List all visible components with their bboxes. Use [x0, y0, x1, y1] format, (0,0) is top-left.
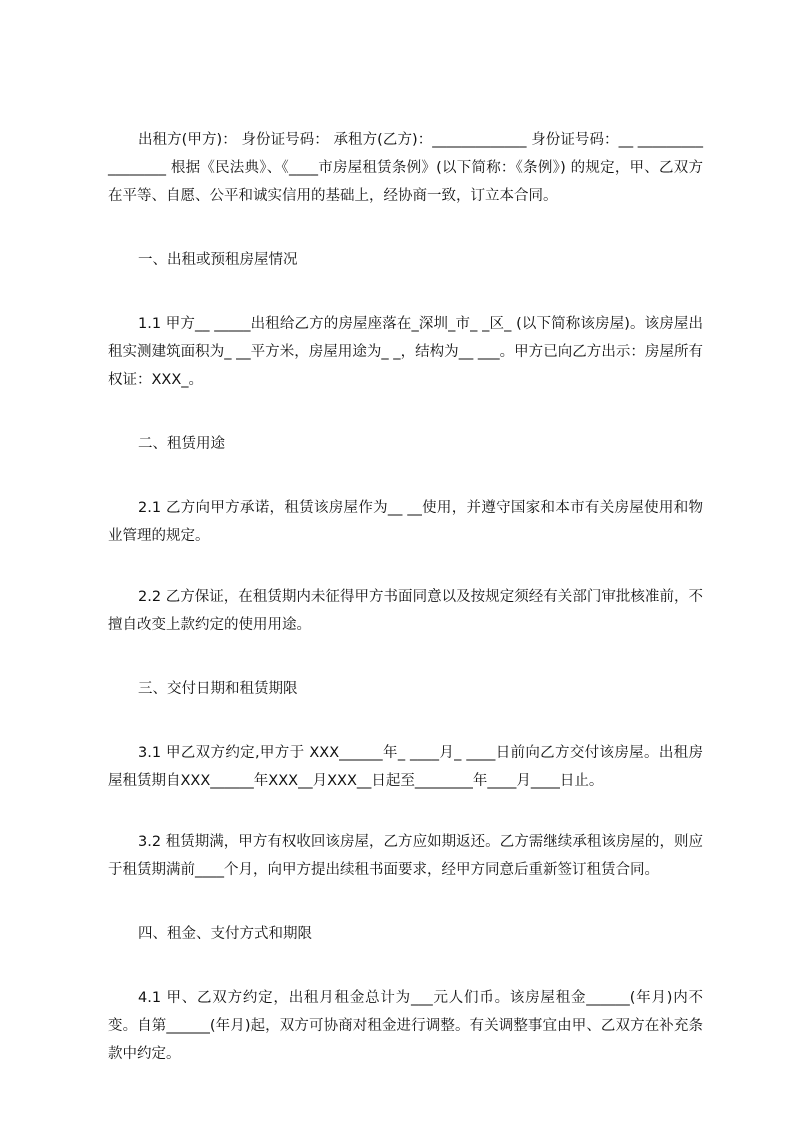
intro-paragraph: 出租方(甲方)： 身份证号码： 承租方(乙方)：_____________ 身份证号码：__ _________________ 根据《民法典》、《____市房屋租赁条例》(以下简称：《条例》) 的规定，甲、乙双方在平等、自愿、公平和诚实信用的基础上，经协商一致，订立本合同。 — [108, 132, 703, 204]
clause-1-1: 1.1 甲方__ _____出租给乙方的房屋座落在_深圳_市_ _区_ (以下简称该房屋)。该房屋出租实测建筑面积为_ __平方米，房屋用途为_ _，结构为__ ___。甲方已向乙方出示：房屋所有权证：XXX_。 — [108, 316, 703, 388]
spacer — [108, 274, 703, 310]
spacer — [108, 210, 703, 246]
section-heading-3: 三、交付日期和租赁期限 — [138, 681, 298, 697]
spacer — [108, 394, 703, 430]
section-heading-1: 一、出租或预租房屋情况 — [138, 252, 298, 268]
section-heading-4: 四、租金、支付方式和期限 — [138, 926, 312, 942]
spacer — [108, 703, 703, 739]
clause-2-2: 2.2 乙方保证，在租赁期内未征得甲方书面同意以及按规定须经有关部门审批核准前，不擅自改变上款约定的使用用途。 — [108, 589, 703, 633]
spacer — [108, 639, 703, 675]
clause-4-1: 4.1 甲、乙双方约定，出租月租金总计为___元人们币。该房屋租金______(年月)内不变。自第______(年月)起，双方可协商对租金进行调整。有关调整事宜由甲、乙双方在补充条款中约定。 — [108, 990, 703, 1062]
clause-3-2: 3.2 租赁期满，甲方有权收回该房屋，乙方应如期返还。乙方需继续承租该房屋的，则应于租赁期满前____个月，向甲方提出续租书面要求，经甲方同意后重新签订租赁合同。 — [108, 834, 703, 878]
clause-3-1: 3.1 甲乙双方约定,甲方于 XXX______年_ ____月_ ____日前向乙方交付该房屋。出租房屋租赁期自XXX______年XXX__月XXX__日起至________年____月____日止。 — [108, 745, 703, 789]
clause-2-1: 2.1 乙方向甲方承诺，租赁该房屋作为__ __使用，并遵守国家和本市有关房屋使用和物业管理的规定。 — [108, 500, 703, 544]
document-body — [108, 126, 703, 1068]
spacer — [108, 948, 703, 984]
spacer — [108, 884, 703, 920]
spacer — [108, 550, 703, 583]
section-heading-2: 二、租赁用途 — [138, 436, 225, 452]
spacer — [108, 795, 703, 828]
spacer — [108, 458, 703, 494]
